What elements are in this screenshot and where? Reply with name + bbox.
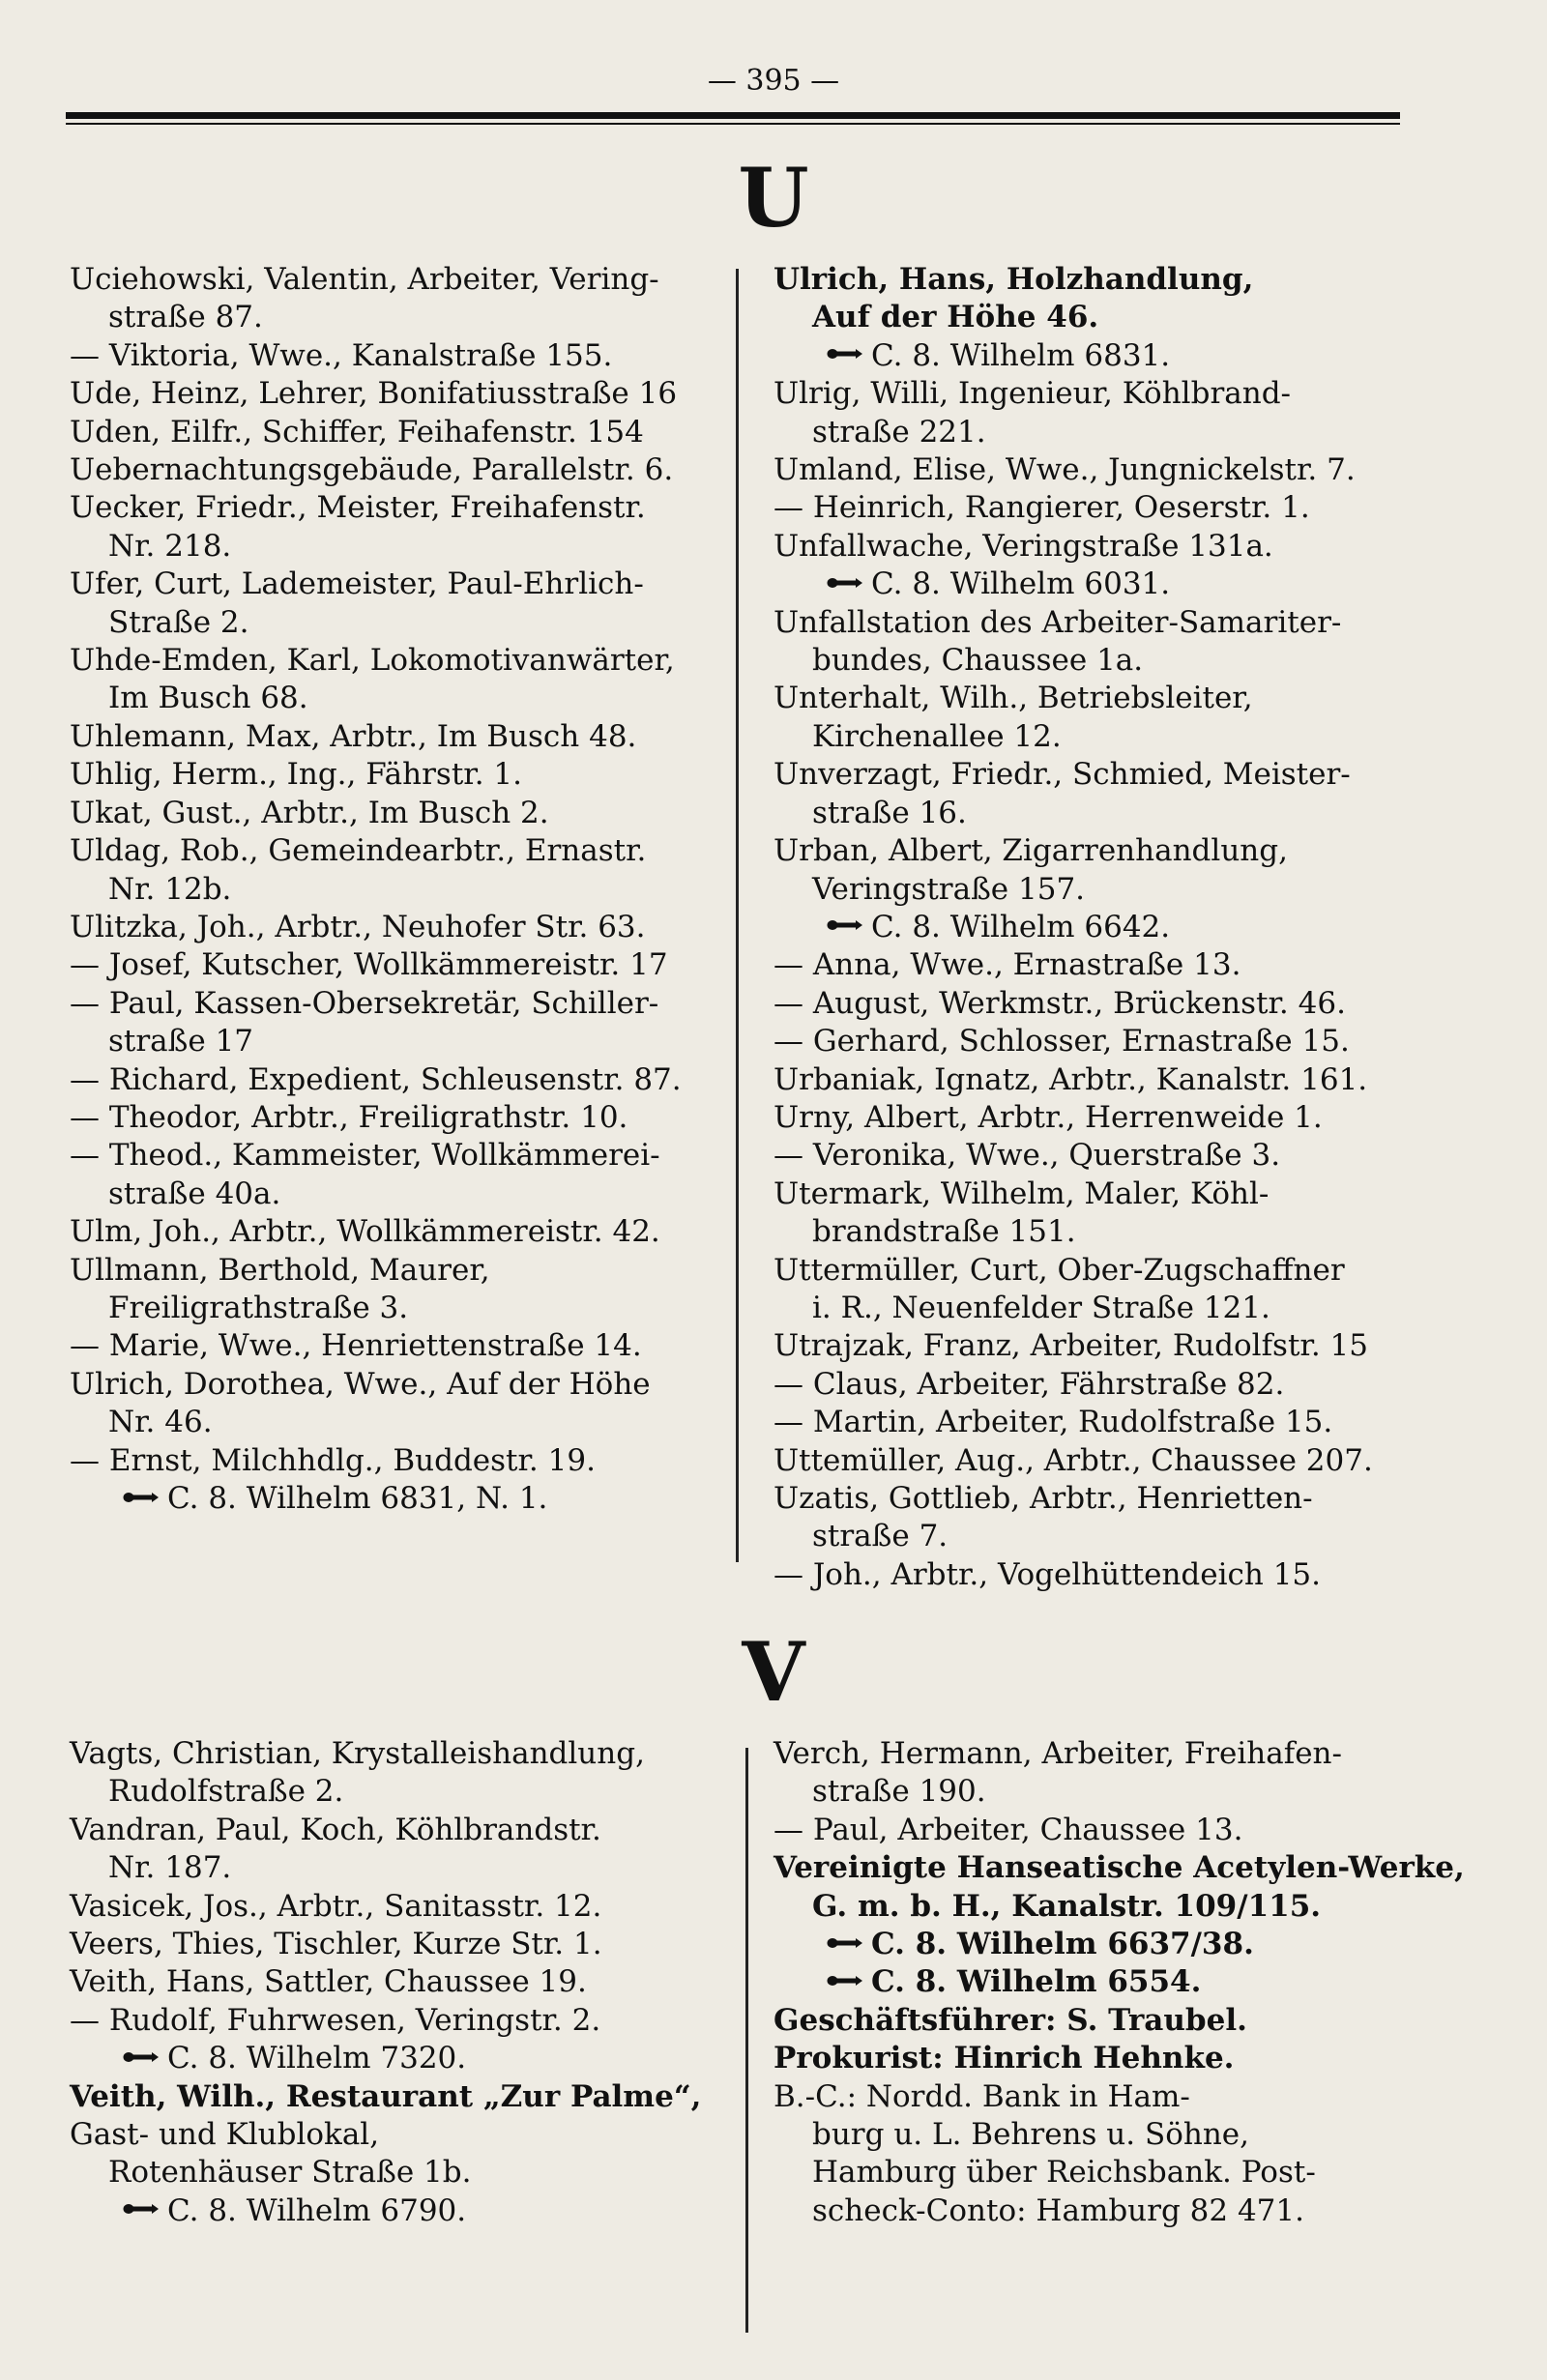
- entry-text: Uebernachtungsgebäude, Parallelstr. 6.: [70, 452, 674, 488]
- directory-entry: [774, 2078, 1421, 2231]
- entry-text: — Viktoria, Wwe., Kanalstraße 155.: [70, 337, 613, 373]
- entry-line: [774, 1061, 1421, 1099]
- entry-text: Veringstraße 157.: [812, 871, 1086, 907]
- phone-entry: [774, 566, 1421, 603]
- entry-line: [774, 375, 1421, 413]
- directory-entry: [70, 1735, 737, 1812]
- entry-text: C. 8. Wilhelm 6554.: [871, 1964, 1202, 2000]
- entry-text: — Paul, Kassen-Obersekretär, Schiller-: [70, 985, 659, 1021]
- entry-text: straße 16.: [812, 795, 967, 830]
- directory-entry: [70, 1366, 727, 1442]
- entry-line: [774, 2002, 1421, 2040]
- entry-text: — Claus, Arbeiter, Fährstraße 82.: [774, 1366, 1285, 1402]
- phone-entry: [70, 1480, 727, 1518]
- entry-line: [70, 1926, 737, 1963]
- entry-text: Unverzagt, Friedr., Schmied, Meister-: [774, 757, 1351, 793]
- entry-text: Uttermüller, Curt, Ober-Zugschaffner: [774, 1252, 1345, 1288]
- entry-line: [70, 489, 727, 527]
- entry-text: Auf der Höhe 46.: [812, 300, 1099, 335]
- phone-entry: [774, 337, 1421, 375]
- entry-text: Vandran, Paul, Koch, Köhlbrandstr.: [70, 1812, 601, 1847]
- entry-line: [70, 1327, 727, 1365]
- directory-entry: [774, 1023, 1421, 1060]
- entry-line: [774, 832, 1421, 870]
- entry-line: [70, 1137, 727, 1175]
- entry-text: Ufer, Curt, Lademeister, Paul-Ehrlich-: [70, 566, 644, 602]
- entry-text: — Josef, Kutscher, Wollkämmereistr. 17: [70, 947, 668, 983]
- entry-text: — Paul, Arbeiter, Chaussee 13.: [774, 1812, 1243, 1847]
- entry-text: — Anna, Wwe., Ernastraße 13.: [774, 947, 1241, 983]
- phone-entry: [774, 1963, 1421, 2001]
- directory-entry: [70, 451, 727, 489]
- entry-text: straße 190.: [812, 1774, 986, 1810]
- entry-line: [70, 871, 727, 909]
- directory-entry: [70, 642, 727, 718]
- entry-text: C. 8. Wilhelm 7320.: [167, 2041, 467, 2076]
- entry-line: [70, 909, 727, 946]
- entry-text: Veith, Wilh., Restaurant „Zur Palme“,: [70, 2078, 702, 2114]
- entry-line: [774, 299, 1421, 336]
- directory-entry: [774, 1099, 1421, 1137]
- entry-text: Vagts, Christian, Krystalleishandlung,: [70, 1736, 645, 1771]
- entry-text: C. 8. Wilhelm 6031.: [871, 566, 1171, 602]
- directory-entry: [70, 489, 727, 566]
- phone-entry: [70, 2192, 737, 2230]
- entry-text: C. 8. Wilhelm 6637/38.: [871, 1927, 1254, 1962]
- entry-text: B.-C.: Nordd. Bank in Ham-: [774, 2078, 1190, 2114]
- directory-entry: [70, 1963, 737, 2001]
- phone-entry: [774, 1926, 1421, 1963]
- telephone-icon: [827, 577, 863, 589]
- entry-line: [70, 2040, 737, 2077]
- directory-entry: [774, 1849, 1465, 1926]
- entry-line: [774, 528, 1421, 566]
- entry-line: [774, 489, 1421, 527]
- telephone-icon: [123, 2051, 160, 2063]
- entry-line: [70, 1888, 737, 1926]
- telephone-icon: [827, 1937, 863, 1949]
- entry-text: straße 7.: [812, 1519, 949, 1554]
- telephone-icon: [827, 1975, 863, 1987]
- entry-line: [774, 337, 1421, 375]
- entry-text: Im Busch 68.: [108, 681, 308, 716]
- entry-line: [774, 871, 1421, 909]
- entry-line: [774, 2116, 1421, 2154]
- entry-text: Vasicek, Jos., Arbtr., Sanitasstr. 12.: [70, 1888, 602, 1924]
- entry-line: [774, 946, 1421, 984]
- entry-line: [774, 795, 1421, 832]
- entry-text: Verch, Hermann, Arbeiter, Freihafen-: [774, 1736, 1342, 1771]
- directory-entry: [70, 946, 727, 984]
- entry-line: [774, 718, 1421, 756]
- entry-line: [774, 1556, 1421, 1594]
- entry-text: Ukat, Gust., Arbtr., Im Busch 2.: [70, 795, 549, 830]
- entry-text: Uciehowski, Valentin, Arbeiter, Vering-: [70, 262, 659, 297]
- directory-entry: [70, 1252, 727, 1328]
- entry-text: Ulrig, Willi, Ingenieur, Köhlbrand-: [774, 376, 1292, 412]
- directory-entry: [70, 414, 727, 451]
- entry-line: [70, 451, 727, 489]
- phone-entry: [774, 909, 1421, 946]
- entry-text: C. 8. Wilhelm 6642.: [871, 909, 1171, 944]
- entry-line: [774, 1735, 1421, 1773]
- directory-entry: [70, 756, 727, 794]
- entry-text: Ulitzka, Joh., Arbtr., Neuhofer Str. 63.: [70, 909, 646, 944]
- entry-text: scheck-Conto: Hamburg 82 471.: [812, 2192, 1304, 2228]
- entry-line: [774, 414, 1421, 451]
- entry-line: [70, 756, 727, 794]
- entry-text: — August, Werkmstr., Brückenstr. 46.: [774, 985, 1346, 1021]
- entry-text: Unfallstation des Arbeiter-Samariter-: [774, 604, 1342, 640]
- header-rule-thin: [66, 123, 1400, 125]
- directory-entry: [70, 337, 727, 375]
- directory-entry: [774, 1735, 1421, 1812]
- directory-entry: [774, 680, 1421, 756]
- directory-entry: [70, 909, 727, 946]
- entry-line: [774, 1518, 1421, 1555]
- directory-entry: [774, 985, 1421, 1023]
- entry-line: [70, 2192, 737, 2230]
- directory-entry: [774, 604, 1421, 681]
- entry-line: [70, 1023, 727, 1060]
- entry-text: Uttemüller, Aug., Arbtr., Chaussee 207.: [774, 1442, 1373, 1478]
- entry-line: [774, 985, 1421, 1023]
- directory-entry: [70, 566, 727, 642]
- entry-text: Ullmann, Berthold, Maurer,: [70, 1252, 490, 1288]
- entry-text: Rudolfstraße 2.: [108, 1774, 344, 1810]
- directory-entry: [774, 946, 1421, 984]
- directory-entry: [70, 1099, 727, 1137]
- entry-line: [70, 566, 727, 603]
- entry-line: [70, 1812, 737, 1849]
- entry-line: [774, 680, 1421, 717]
- entry-line: [70, 2116, 737, 2154]
- entry-text: Nr. 12b.: [108, 871, 232, 907]
- section-letter-v: V: [742, 1624, 805, 1720]
- entry-text: Ulrich, Hans, Holzhandlung,: [774, 262, 1254, 297]
- directory-entry: [774, 1404, 1421, 1441]
- section-v-column-right: [774, 1735, 1465, 2230]
- section-u-column-right: [774, 261, 1421, 1594]
- entry-text: Uhde-Emden, Karl, Lokomotivanwärter,: [70, 643, 675, 679]
- entry-line: [774, 1926, 1421, 1963]
- column-divider: [745, 1748, 748, 2333]
- telephone-icon: [123, 1492, 160, 1503]
- entry-text: — Joh., Arbtr., Vogelhüttendeich 15.: [774, 1556, 1322, 1592]
- entry-line: [774, 1849, 1465, 1887]
- entry-line: [774, 1442, 1421, 1480]
- entry-line: [774, 451, 1421, 489]
- directory-entry: [774, 1812, 1421, 1849]
- entry-line: [70, 261, 727, 299]
- entry-text: Ude, Heinz, Lehrer, Bonifatiusstraße 16: [70, 376, 678, 412]
- entry-text: Geschäftsführer: S. Traubel.: [774, 2002, 1247, 2038]
- directory-entry: [774, 451, 1421, 489]
- directory-entry: [774, 1061, 1421, 1099]
- entry-text: — Ernst, Milchhdlg., Buddestr. 19.: [70, 1442, 596, 1478]
- entry-text: Nr. 187.: [108, 1850, 232, 1886]
- entry-text: Utermark, Wilhelm, Maler, Köhl-: [774, 1175, 1270, 1211]
- entry-line: [70, 1366, 727, 1404]
- directory-entry: [774, 756, 1421, 832]
- directory-entry: [774, 2002, 1421, 2040]
- entry-line: [774, 1404, 1421, 1441]
- entry-line: [774, 604, 1421, 642]
- page-number: — 395 —: [707, 64, 840, 98]
- entry-line: [774, 1137, 1421, 1175]
- entry-text: Freiligrathstraße 3.: [108, 1290, 409, 1325]
- entry-text: — Theod., Kammeister, Wollkämmerei-: [70, 1138, 660, 1174]
- section-v-column-left: [70, 1735, 737, 2230]
- entry-line: [774, 756, 1421, 794]
- entry-text: Umland, Elise, Wwe., Jungnickelstr. 7.: [774, 452, 1356, 488]
- directory-entry: [774, 1252, 1421, 1328]
- directory-entry: [774, 1442, 1421, 1480]
- entry-text: C. 8. Wilhelm 6831.: [871, 337, 1171, 373]
- entry-text: — Heinrich, Rangierer, Oeserstr. 1.: [774, 490, 1310, 526]
- entry-text: Veers, Thies, Tischler, Kurze Str. 1.: [70, 1927, 602, 1962]
- entry-text: Urbaniak, Ignatz, Arbtr., Kanalstr. 161.: [774, 1061, 1368, 1097]
- directory-entry: [774, 1366, 1421, 1404]
- entry-line: [70, 718, 727, 756]
- entry-text: Straße 2.: [108, 604, 249, 640]
- entry-text: Uecker, Friedr., Meister, Freihafenstr.: [70, 490, 646, 526]
- entry-line: [70, 528, 727, 566]
- entry-line: [774, 1366, 1421, 1404]
- directory-entry: [70, 2002, 737, 2040]
- entry-text: i. R., Neuenfelder Straße 121.: [812, 1290, 1270, 1325]
- entry-text: Uldag, Rob., Gemeindearbtr., Ernastr.: [70, 833, 647, 869]
- directory-entry: [774, 2040, 1421, 2077]
- directory-entry: [70, 795, 727, 832]
- entry-line: [70, 299, 727, 336]
- entry-text: Kirchenallee 12.: [812, 718, 1062, 754]
- entry-text: straße 40a.: [108, 1175, 281, 1211]
- entry-line: [70, 375, 727, 413]
- entry-text: burg u. L. Behrens u. Söhne,: [812, 2117, 1249, 2153]
- entry-text: Uden, Eilfr., Schiffer, Feihafenstr. 154: [70, 414, 644, 450]
- directory-entry: [774, 832, 1421, 909]
- directory-entry: [70, 375, 727, 413]
- entry-line: [774, 2040, 1421, 2077]
- entry-line: [774, 1963, 1421, 2001]
- entry-line: [70, 985, 727, 1023]
- entry-text: G. m. b. H., Kanalstr. 109/115.: [812, 1888, 1322, 1924]
- entry-line: [70, 1849, 737, 1887]
- entry-line: [774, 2154, 1421, 2191]
- entry-text: — Theodor, Arbtr., Freiligrathstr. 10.: [70, 1099, 628, 1135]
- entry-text: Ulrich, Dorothea, Wwe., Auf der Höhe: [70, 1366, 651, 1402]
- entry-line: [774, 566, 1421, 603]
- entry-line: [70, 1252, 727, 1290]
- column-divider: [736, 269, 739, 1562]
- entry-text: bundes, Chaussee 1a.: [812, 643, 1144, 679]
- entry-line: [774, 2192, 1421, 2230]
- entry-line: [774, 1812, 1421, 1849]
- phone-entry: [70, 2040, 737, 2077]
- entry-text: C. 8. Wilhelm 6790.: [167, 2192, 467, 2228]
- entry-line: [774, 909, 1421, 946]
- entry-text: Ulm, Joh., Arbtr., Wollkämmereistr. 42.: [70, 1214, 660, 1250]
- directory-entry: [774, 1480, 1421, 1556]
- entry-text: Vereinigte Hanseatische Acetylen-Werke,: [774, 1850, 1465, 1886]
- entry-text: Unfallwache, Veringstraße 131a.: [774, 528, 1273, 564]
- entry-text: Prokurist: Hinrich Hehnke.: [774, 2041, 1235, 2076]
- entry-line: [70, 1963, 737, 2001]
- entry-line: [70, 1442, 727, 1480]
- directory-entry: [70, 985, 727, 1061]
- entry-text: Unterhalt, Wilh., Betriebsleiter,: [774, 681, 1253, 716]
- entry-line: [70, 1480, 727, 1518]
- header-rule-thick: [66, 112, 1400, 119]
- entry-line: [70, 1061, 727, 1099]
- entry-text: — Gerhard, Schlosser, Ernastraße 15.: [774, 1024, 1350, 1059]
- entry-line: [774, 1888, 1421, 1926]
- directory-entry: [774, 489, 1421, 527]
- directory-entry: [774, 1327, 1421, 1365]
- entry-text: Rotenhäuser Straße 1b.: [108, 2155, 472, 2191]
- directory-entry: [774, 261, 1421, 337]
- telephone-icon: [123, 2203, 160, 2215]
- directory-entry: [70, 1213, 727, 1251]
- directory-entry: [70, 2116, 737, 2192]
- directory-entry: [774, 1556, 1421, 1594]
- entry-line: [70, 795, 727, 832]
- entry-line: [70, 1404, 727, 1441]
- telephone-icon: [827, 919, 863, 931]
- entry-line: [70, 832, 727, 870]
- directory-entry: [70, 1442, 727, 1480]
- entry-text: straße 221.: [812, 414, 986, 450]
- entry-text: Utrajzak, Franz, Arbeiter, Rudolfstr. 15: [774, 1328, 1368, 1364]
- directory-entry: [70, 1061, 727, 1099]
- entry-line: [774, 1480, 1421, 1518]
- directory-entry: [70, 2078, 737, 2116]
- directory-entry: [70, 1926, 737, 1963]
- entry-line: [70, 1735, 737, 1773]
- entry-line: [70, 2002, 737, 2040]
- section-u-column-left: [70, 261, 727, 1518]
- entry-line: [70, 1290, 727, 1327]
- entry-text: — Martin, Arbeiter, Rudolfstraße 15.: [774, 1405, 1333, 1440]
- entry-text: — Marie, Wwe., Henriettenstraße 14.: [70, 1328, 642, 1364]
- entry-line: [70, 680, 727, 717]
- directory-entry: [70, 1812, 737, 1888]
- directory-entry: [70, 1888, 737, 1926]
- entry-line: [70, 1175, 727, 1213]
- entry-line: [774, 1023, 1421, 1060]
- entry-text: Gast- und Klublokal,: [70, 2117, 380, 2153]
- entry-line: [774, 261, 1421, 299]
- entry-text: brandstraße 151.: [812, 1214, 1076, 1250]
- entry-line: [70, 1773, 737, 1811]
- entry-text: Veith, Hans, Sattler, Chaussee 19.: [70, 1964, 587, 2000]
- entry-text: straße 17: [108, 1024, 254, 1059]
- entry-line: [70, 642, 727, 680]
- directory-entry: [70, 1327, 727, 1365]
- entry-line: [774, 2078, 1421, 2116]
- entry-text: Nr. 46.: [108, 1405, 213, 1440]
- directory-entry: [70, 261, 727, 337]
- entry-text: Hamburg über Reichsbank. Post-: [812, 2155, 1316, 2191]
- entry-text: — Veronika, Wwe., Querstraße 3.: [774, 1138, 1281, 1174]
- entry-text: Uhlemann, Max, Arbtr., Im Busch 48.: [70, 718, 637, 754]
- telephone-icon: [827, 348, 863, 360]
- entry-line: [774, 1099, 1421, 1137]
- directory-entry: [70, 718, 727, 756]
- entry-line: [774, 1175, 1421, 1213]
- entry-text: Nr. 218.: [108, 528, 232, 564]
- entry-text: Urban, Albert, Zigarrenhandlung,: [774, 833, 1288, 869]
- entry-text: Urny, Albert, Arbtr., Herrenweide 1.: [774, 1099, 1323, 1135]
- entry-line: [70, 1099, 727, 1137]
- entry-text: — Rudolf, Fuhrwesen, Veringstr. 2.: [70, 2002, 601, 2038]
- entry-text: straße 87.: [108, 300, 263, 335]
- entry-line: [70, 604, 727, 642]
- entry-line: [774, 1327, 1421, 1365]
- entry-text: C. 8. Wilhelm 6831, N. 1.: [167, 1481, 548, 1516]
- directory-entry: [70, 832, 727, 909]
- entry-line: [774, 1290, 1421, 1327]
- entry-line: [70, 1213, 727, 1251]
- directory-entry: [774, 375, 1421, 451]
- entry-line: [774, 642, 1421, 680]
- entry-line: [70, 2078, 737, 2116]
- entry-line: [774, 1252, 1421, 1290]
- directory-entry: [774, 1137, 1421, 1175]
- directory-entry: [70, 1137, 727, 1213]
- section-letter-u: U: [738, 150, 809, 246]
- directory-entry: [774, 1175, 1421, 1252]
- entry-line: [70, 337, 727, 375]
- entry-text: — Richard, Expedient, Schleusenstr. 87.: [70, 1061, 682, 1097]
- entry-text: Uzatis, Gottlieb, Arbtr., Henrietten-: [774, 1481, 1313, 1516]
- directory-entry: [774, 528, 1421, 566]
- entry-line: [774, 1773, 1421, 1811]
- entry-line: [774, 1213, 1421, 1251]
- entry-line: [70, 946, 727, 984]
- entry-text: Uhlig, Herm., Ing., Fährstr. 1.: [70, 757, 522, 793]
- entry-line: [70, 414, 727, 451]
- entry-line: [70, 2154, 737, 2191]
